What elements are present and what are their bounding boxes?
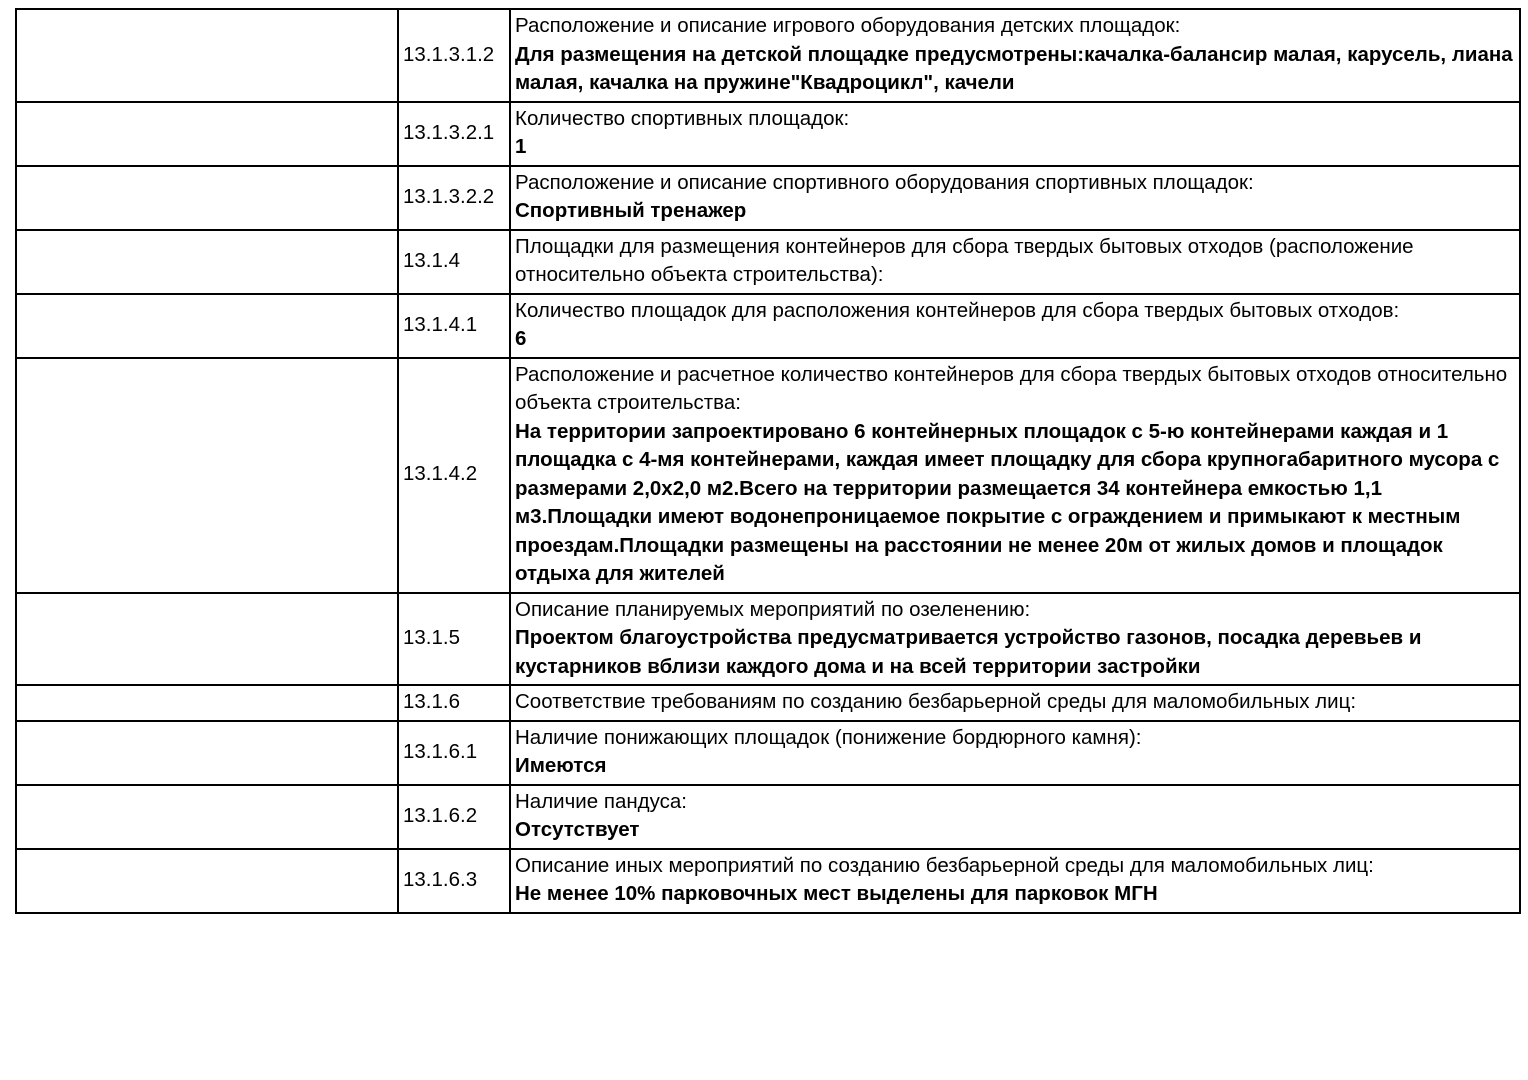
item-text-cell [510,294,1520,358]
table-row [16,9,1520,102]
item-text-cell [510,593,1520,686]
item-code-cell: 13.1.6.1 [398,721,510,785]
item-value: Для размещения на детской площадке предусмотрены:качалка-балансир малая, карусель, лиана малая, качалка на пружине"Квадроцикл", качели [515,42,1513,94]
table-row [16,230,1520,294]
item-text-cell [510,166,1520,230]
empty-cell [16,593,398,686]
item-text-cell [510,849,1520,913]
table-row [16,102,1520,166]
item-text-cell [510,9,1520,102]
item-code-cell: 13.1.6.3 [398,849,510,913]
item-text-cell [510,358,1520,593]
table-row [16,721,1520,785]
item-value: Имеются [515,754,607,777]
item-code-cell: 13.1.6.2 [398,785,510,849]
item-code-cell: 13.1.6 [398,685,510,721]
item-code-cell: 13.1.3.1.2 [398,9,510,102]
item-value: Спортивный тренажер [515,199,747,222]
item-label: Наличие понижающих площадок (понижение бордюрного камня): [515,725,1142,749]
item-text-cell [510,102,1520,166]
item-label: Количество спортивных площадок: [515,106,850,130]
item-label: Количество площадок для расположения контейнеров для сбора твердых бытовых отходов: [515,298,1400,322]
item-label: Расположение и описание игрового оборудования детских площадок: [515,14,1181,37]
table-row [16,294,1520,358]
table-row [16,785,1520,849]
item-text-cell [510,685,1520,721]
empty-cell [16,294,398,358]
item-text-cell [510,785,1520,849]
item-value: Не менее 10% парковочных мест выделены для парковок МГН [515,882,1158,905]
item-label: Описание планируемых мероприятий по озеленению: [515,597,1031,621]
table-body [16,9,1520,913]
empty-cell [16,102,398,166]
item-code-cell: 13.1.3.2.1 [398,102,510,166]
item-label: Описание иных мероприятий по созданию безбарьерной среды для маломобильных лиц: [515,853,1374,877]
item-label: Площадки для размещения контейнеров для сбора твердых бытовых отходов (расположение относительно объекта строительства): [515,234,1414,286]
empty-cell [16,721,398,785]
table-row [16,166,1520,230]
item-text-cell [510,721,1520,785]
item-label: Наличие пандуса: [515,789,687,813]
item-code-cell: 13.1.4.1 [398,294,510,358]
item-value: Отсутствует [515,818,640,841]
item-value: 1 [515,135,527,158]
table-row [16,358,1520,593]
item-code-cell: 13.1.3.2.2 [398,166,510,230]
item-label: Соответствие требованиям по созданию безбарьерной среды для маломобильных лиц: [515,690,1357,713]
empty-cell [16,785,398,849]
table-row [16,849,1520,913]
item-value: 6 [515,327,527,350]
empty-cell [16,685,398,721]
empty-cell [16,358,398,593]
item-code-cell: 13.1.5 [398,593,510,686]
empty-cell [16,166,398,230]
item-code-cell: 13.1.4.2 [398,358,510,593]
empty-cell [16,9,398,102]
item-label: Расположение и расчетное количество контейнеров для сбора твердых бытовых отходов относительно объекта строительства: [515,362,1508,414]
table-row [16,685,1520,721]
item-text-cell [510,230,1520,294]
item-value: Проектом благоустройства предусматривается устройство газонов, посадка деревьев и кустарников вблизи каждого дома и на всей территории застройки [515,626,1422,678]
project-declaration-table [15,8,1521,914]
empty-cell [16,849,398,913]
empty-cell [16,230,398,294]
item-value: На территории запроектировано 6 контейнерных площадок с 5-ю контейнерами каждая и 1 площадка с 4-мя контейнерами, каждая имеет площадку для сбора крупногабаритного мусора с размерами 2,0х2,0 м2.Всего на территории размещается 34 контейнера емкостью 1,1 м3.Площадки имеют водонепроницаемое покрытие с ограждением и примыкают к местным проездам.Площадки размещены на расстоянии не менее 20м от жилых домов и площадок отдыха для жителей [515,419,1500,585]
item-code-cell: 13.1.4 [398,230,510,294]
item-label: Расположение и описание спортивного оборудования спортивных площадок: [515,170,1254,194]
table-row [16,593,1520,686]
